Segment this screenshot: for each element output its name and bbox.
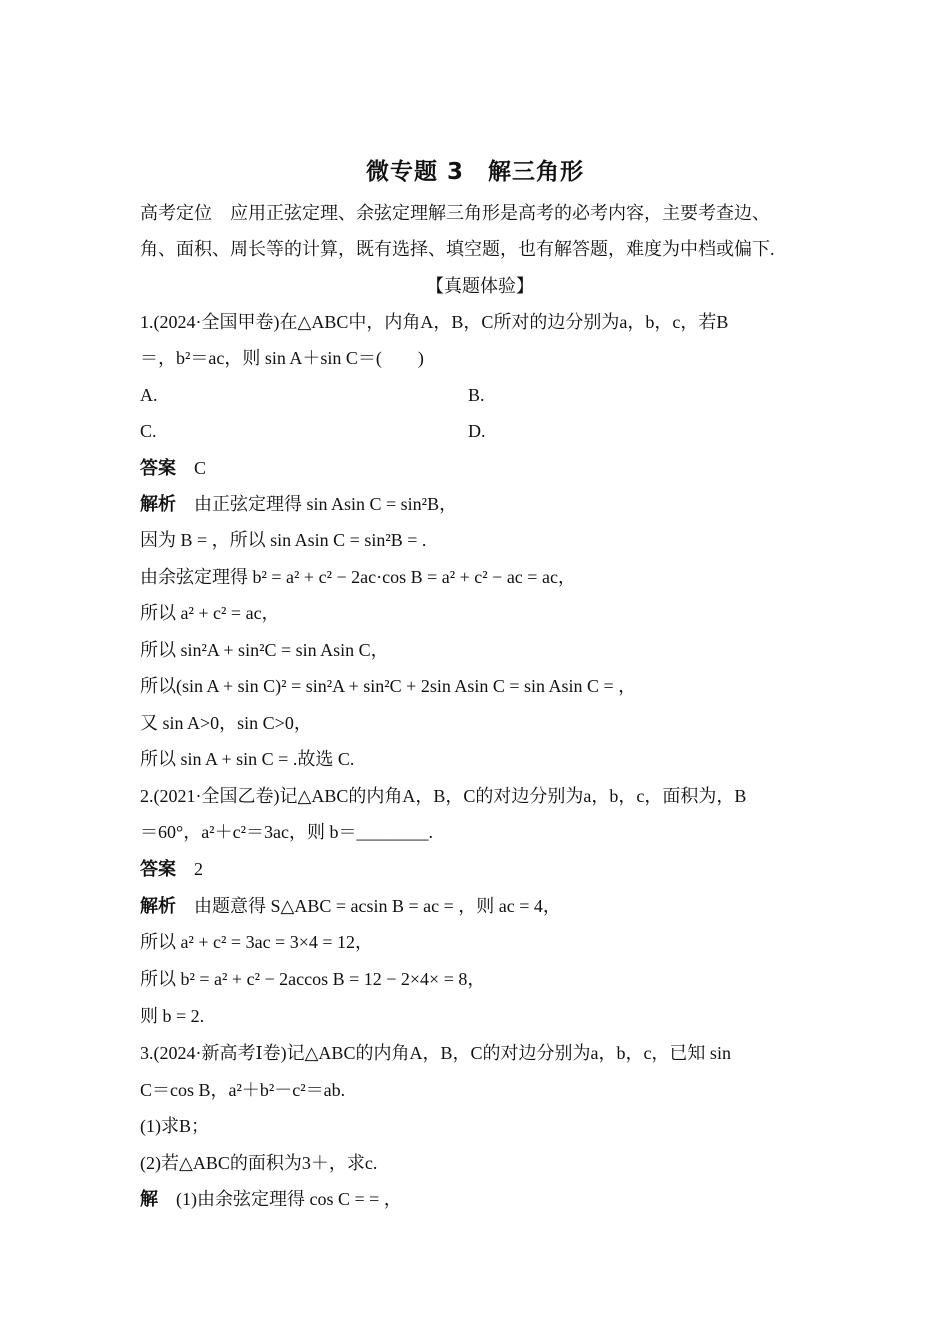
q1-answer-line xyxy=(140,455,820,481)
q1-step: 又 sin A>0，sin C>0， xyxy=(140,713,312,733)
q1-answer-value: C xyxy=(194,458,207,478)
q2-answer-label: 答案 xyxy=(140,859,176,879)
q1-step: 所以 sin A + sin C = .故选 C. xyxy=(140,749,355,769)
q2-step: 所以 b² = a² + c² − 2accos B = 12 − 2×4× = 8， xyxy=(140,969,486,989)
q3-stem-line-1: 3.(2024·新高考Ⅰ卷)记△ABC的内角A，B，C的对边分别为a，b，c，已知 sin xyxy=(140,1043,731,1063)
q1-analysis-line-1 xyxy=(140,491,820,517)
q3-solution-step: (1)由余弦定理得 cos C = = ， xyxy=(176,1189,402,1209)
q2-stem-line-2: ＝60°，a²＋c²＝3ac，则 b＝________. xyxy=(140,822,433,842)
q1-stem-line-2: ＝，b²＝ac，则 sin A＋sin C＝( ) xyxy=(140,348,424,368)
q2-analysis-line-1 xyxy=(140,893,820,919)
q1-option-b: B. xyxy=(468,385,485,405)
page-title: 微专题 3 解三角形 xyxy=(365,159,584,185)
q1-stem-line-1: 1.(2024·全国甲卷)在△ABC中，内角A，B，C所对的边分别为a，b，c，若B xyxy=(140,312,729,332)
q1-step: 由余弦定理得 b² = a² + c² − 2ac·cos B = a² + c² − ac = ac， xyxy=(140,567,576,587)
q3-solution-line-1 xyxy=(140,1186,820,1212)
q1-step: 由正弦定理得 sin Asin C = sin²B， xyxy=(194,494,458,514)
q2-stem-line-1: 2.(2021·全国乙卷)记△ABC的内角A，B，C的对边分别为a，b，c，面积为，B xyxy=(140,786,747,806)
q3-stem-line-2: C＝cos B，a²＋b²－c²＝ab. xyxy=(140,1080,346,1100)
intro-line-1: 高考定位 应用正弦定理、余弦定理解三角形是高考的必考内容，主要考查边、 xyxy=(140,203,770,223)
q2-answer-value: 2 xyxy=(194,859,203,879)
q3-solution-label: 解 xyxy=(140,1189,158,1209)
q1-step: 所以(sin A + sin C)² = sin²A + sin²C + 2sin Asin C = sin Asin C = ， xyxy=(140,676,637,696)
q2-step: 所以 a² + c² = 3ac = 3×4 = 12， xyxy=(140,932,374,952)
q1-option-a: A. xyxy=(140,385,158,405)
q2-answer-line xyxy=(140,856,820,882)
q1-option-row-1 xyxy=(140,382,820,408)
q1-option-row-2 xyxy=(140,418,820,444)
q2-step: 由题意得 S△ABC = acsin B = ac = ，则 ac = 4， xyxy=(194,896,561,916)
q1-step: 因为 B = ，所以 sin Asin C = sin²B = . xyxy=(140,530,427,550)
q1-option-d: D. xyxy=(468,421,486,441)
q1-analysis-label: 解析 xyxy=(140,494,176,514)
q1-step: 所以 sin²A + sin²C = sin Asin C， xyxy=(140,640,389,660)
section-heading: 【真题体验】 xyxy=(426,276,534,296)
q1-answer-label: 答案 xyxy=(140,458,176,478)
intro-line-2: 角、面积、周长等的计算，既有选择、填空题，也有解答题，难度为中档或偏下. xyxy=(140,239,775,259)
q2-analysis-label: 解析 xyxy=(140,896,176,916)
q2-step: 则 b = 2. xyxy=(140,1006,205,1026)
q1-option-c: C. xyxy=(140,421,157,441)
q3-part-1: (1)求B； xyxy=(140,1116,209,1136)
q3-part-2: (2)若△ABC的面积为3＋，求c. xyxy=(140,1153,378,1173)
q1-step: 所以 a² + c² = ac， xyxy=(140,603,280,623)
